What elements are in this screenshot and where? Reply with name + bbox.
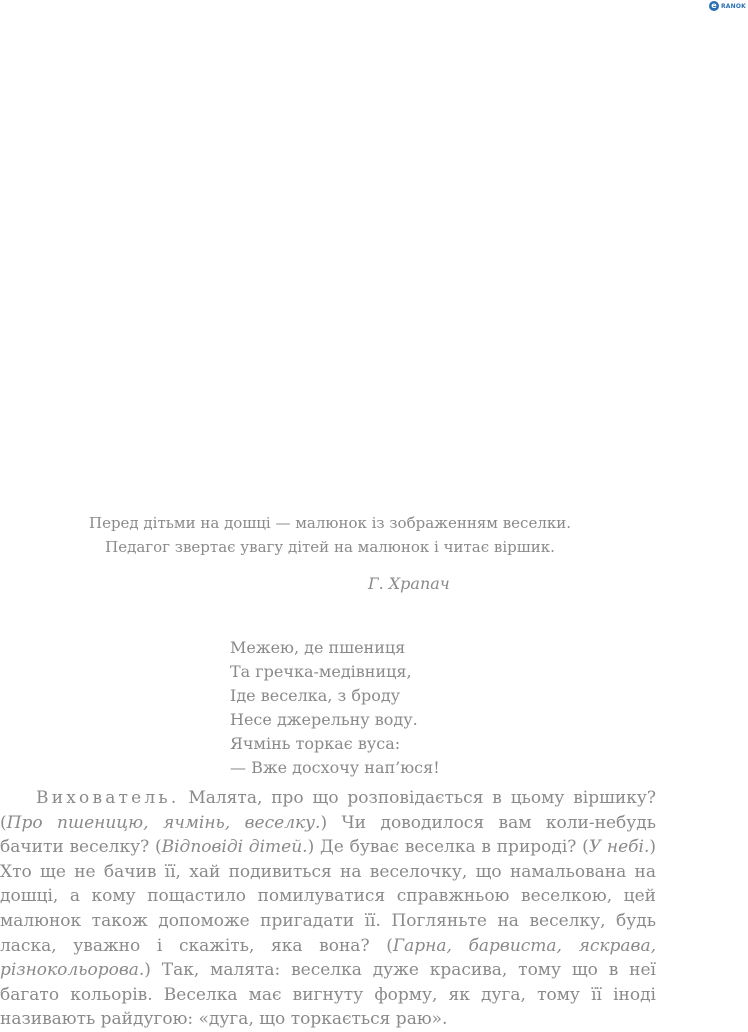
paragraph-text: Малята, про що розповідається в цьому віршику? ( xyxy=(0,788,656,833)
poem-line: Ячмінь торкає вуса: xyxy=(230,734,401,753)
poem-line: Та гречка-медівниця, xyxy=(230,662,412,681)
paragraph-text: ) Хто ще не бачив її, хай подивиться на веселочку, що намальована на дошці, а кому пощастило помилуватися справжньою веселкою, цей малюнок також допоможе пригадати її. Погляньте на веселку, будь ласка, уважно і скажіть, яка вона? ( xyxy=(0,837,656,956)
poem-line: Межею, де пшениця xyxy=(230,638,406,657)
poem-line: — Вже досхочу нап’юся! xyxy=(230,758,440,777)
publisher-logo xyxy=(709,0,746,12)
publisher-logo-mark: e xyxy=(709,1,719,11)
poem-author: Г. Храпач xyxy=(368,574,450,593)
paragraph-answer: Відповіді дітей. xyxy=(161,837,308,858)
intro-line-2: Педагог звертає увагу дітей на малюнок і читає віршик. xyxy=(105,538,555,556)
paragraph-answer: У небі. xyxy=(588,837,650,858)
paragraph-text: ) Чи доводилося вам коли-небудь бачити веселку? ( xyxy=(0,812,656,858)
paragraph-text: ) Де буває веселка в природі? ( xyxy=(307,837,589,858)
poem-line: Іде веселка, з броду xyxy=(230,686,401,705)
teacher-paragraph xyxy=(0,786,656,1032)
poem-line: Несе джерельну воду. xyxy=(230,710,418,729)
speaker-label: Вихователь. xyxy=(36,788,180,808)
poem xyxy=(230,636,440,780)
paragraph-answer: Про пшеницю, ячмінь, веселку. xyxy=(6,812,321,833)
paragraph-answer: Гарна, барвиста, яскрава, різнокольорова. xyxy=(0,935,656,981)
publisher-logo-text: RANOK xyxy=(720,2,746,10)
intro-line-1: Перед дітьми на дошці — малюнок із зображенням веселки. xyxy=(88,514,571,532)
paragraph-text: ) Так, малята: веселка дуже красива, тому що в неї багато кольорів. Веселка має вигнуту форму, як дуга, тому її іноді називають райдугою: «дуга, що торкається раю». xyxy=(0,960,656,1030)
